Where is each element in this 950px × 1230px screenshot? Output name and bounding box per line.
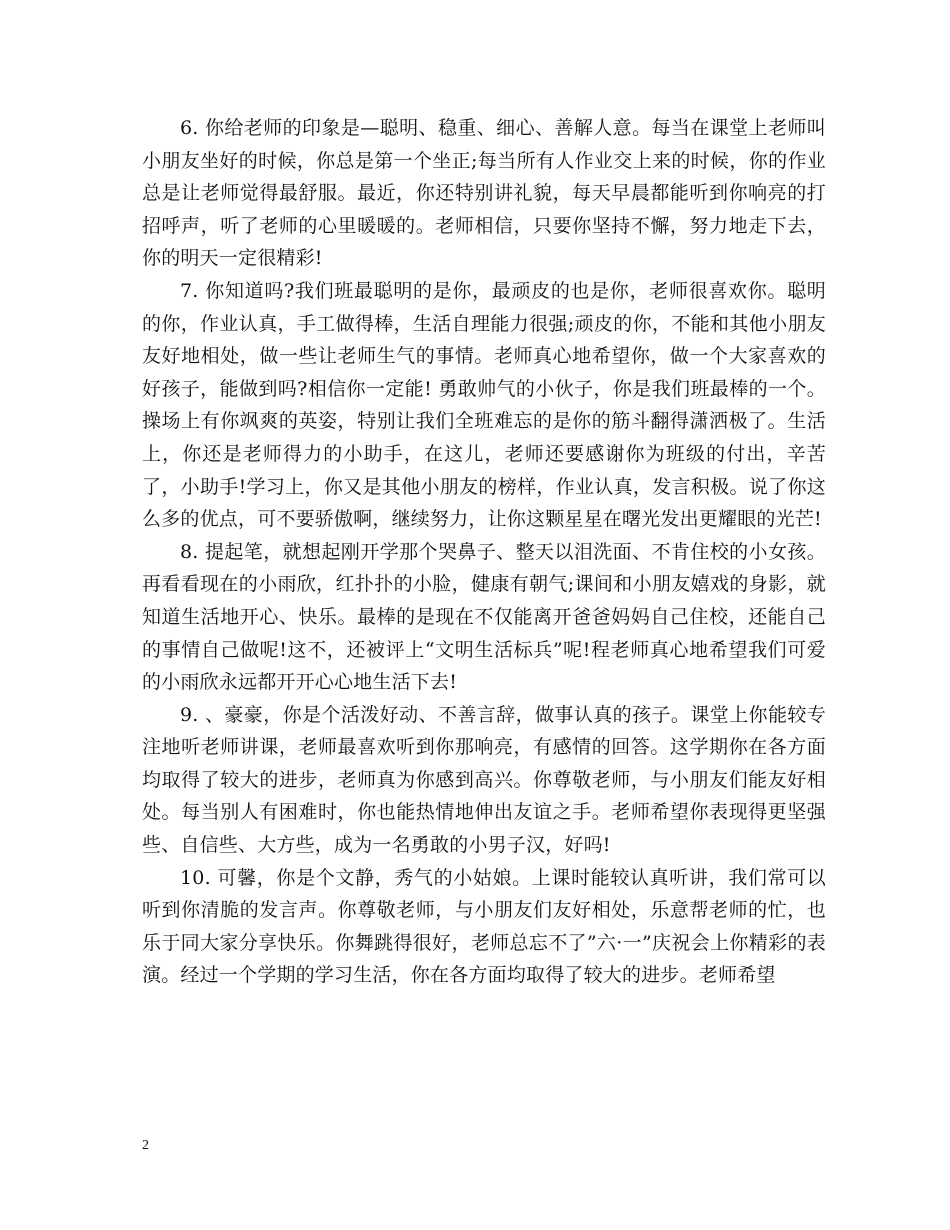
paragraph-9: 9. 、豪豪，你是个活泼好动、不善言辞，做事认真的孩子。课堂上你能较专注地听老师讲课，老师最喜欢听到你那响亮，有感情的回答。这学期你在各方面均取得了较大的进步，老师真为你感到高兴。你尊敬老师，与小朋友们能友好相处。每当别人有困难时，你也能热情地伸出友谊之手。老师希望你表现得更坚强些、自信些、大方些，成为一名勇敢的小男子汉，好吗! (142, 703, 826, 857)
paragraph-6: 6. 你给老师的印象是—聪明、稳重、细心、善解人意。每当在课堂上老师叫小朋友坐好的时候，你总是第一个坐正;每当所有人作业交上来的时候，你的作业总是让老师觉得最舒服。最近，你还特别讲礼貌，每天早晨都能听到你响亮的打招呼声，听了老师的心里暖暖的。老师相信，只要你坚持不懈，努力地走下去，你的明天一定很精彩! (142, 117, 826, 270)
document-body (142, 112, 826, 992)
page-number: 2 (142, 1138, 149, 1153)
paragraph-7: 7. 你知道吗?我们班最聪明的是你，最顽皮的也是你，老师很喜欢你。聪明的你，作业认真，手工做得棒，生活自理能力很强;顽皮的你，不能和其他小朋友友好地相处，做一些让老师生气的事情。老师真心地希望你，做一个大家喜欢的好孩子，能做到吗?相信你一定能! 勇敢帅气的小伙子，你是我们班最棒的一个。操场上有你飒爽的英姿，特别让我们全班难忘的是你的筋斗翻得潇洒极了。生活上，你还是老师得力的小助手，在这儿，老师还要感谢你为班级的付出，辛苦了，小助手!学习上，你又是其他小朋友的榜样，作业认真，发言积极。说了你这么多的优点，可不要骄傲啊，继续努力，让你这颗星星在曙光发出更耀眼的光芒! (142, 279, 826, 531)
paragraph-10: 10. 可馨，你是个文静，秀气的小姑娘。上课时能较认真听讲，我们常可以听到你清脆的发言声。你尊敬老师，与小朋友们友好相处，乐意帮老师的忙，也乐于同大家分享快乐。你舞跳得很好，老师总忘不了”六·一”庆祝会上你精彩的表演。经过一个学期的学习生活，你在各方面均取得了较大的进步。老师希望 (142, 866, 826, 987)
paragraph-8: 8. 提起笔，就想起刚开学那个哭鼻子、整天以泪洗面、不肯住校的小女孩。再看看现在的小雨欣，红扑扑的小脸，健康有朝气;课间和小朋友嬉戏的身影，就知道生活地开心、快乐。最棒的是现在不仅能离开爸爸妈妈自己住校，还能自己的事情自己做呢!这不，还被评上“文明生活标兵”呢!程老师真心地希望我们可爱的小雨欣永远都开开心心地生活下去! (142, 540, 826, 694)
